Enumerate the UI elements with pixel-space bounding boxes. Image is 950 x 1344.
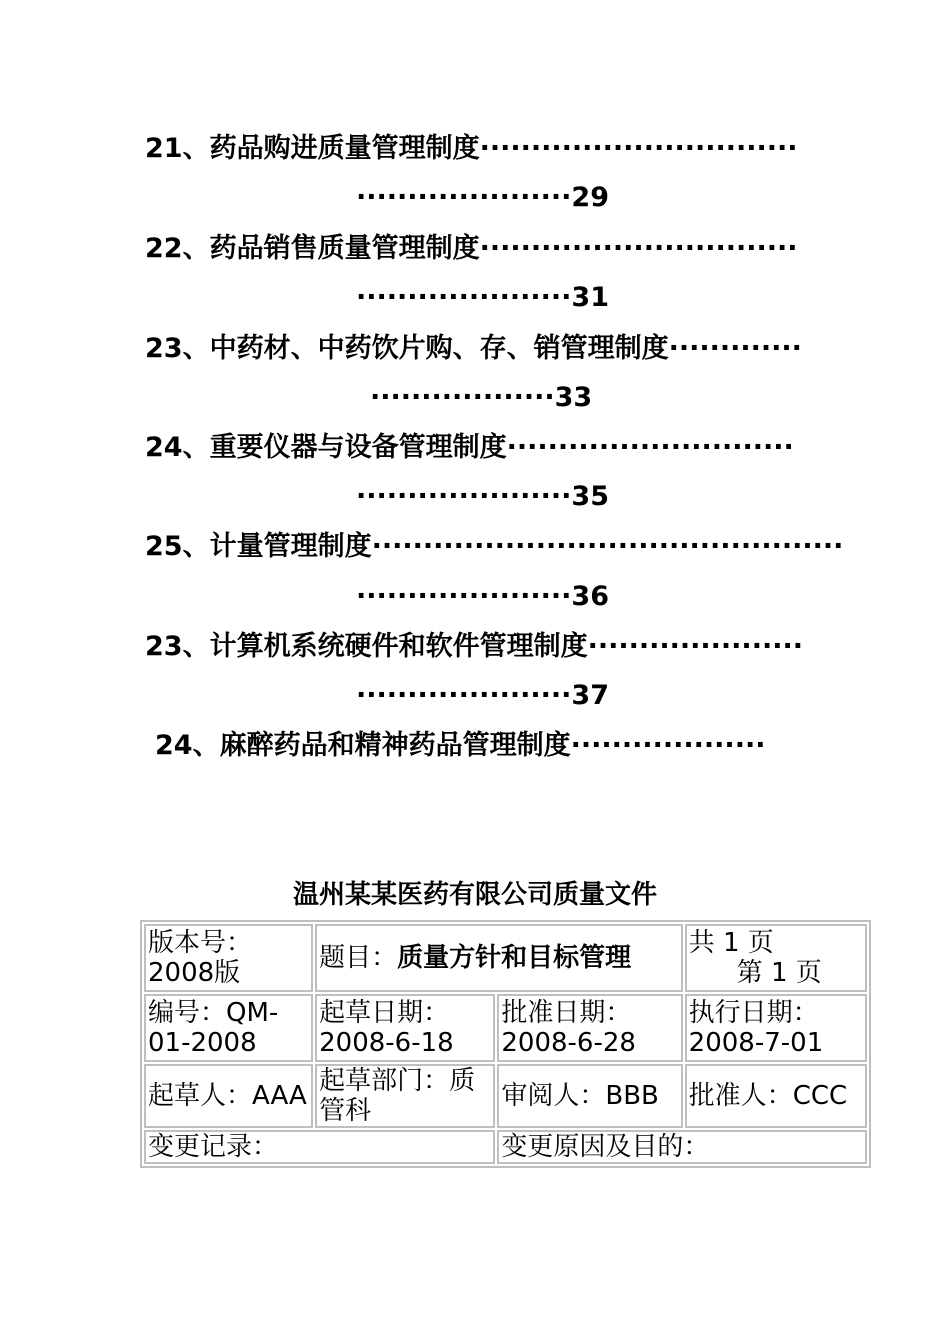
drafter-value: AAA (252, 1081, 307, 1111)
reviewer-value: BBB (605, 1081, 659, 1111)
page-number: 1 (770, 958, 788, 988)
table-row (144, 924, 867, 992)
toc-leader-dots: ············· (668, 333, 802, 364)
reviewer-cell (497, 1064, 682, 1128)
change-record-label: 变更记录： (148, 1132, 279, 1162)
toc-leader-dots: ····················· (356, 581, 572, 612)
version-suffix: 版 (214, 958, 241, 988)
drafter-label: 起草人： (148, 1081, 253, 1111)
draft-date-label: 起草日期： (319, 998, 450, 1028)
toc-leader-dots: ····················· (356, 182, 572, 213)
page-prefix: 第 (736, 958, 763, 988)
approve-date-cell (497, 994, 682, 1062)
toc-page-line (356, 580, 609, 614)
version-value: 2008 (148, 958, 215, 988)
version-cell (144, 924, 313, 992)
toc-entry-title: 、中药材、中药饮片购、存、销管理制度 (182, 333, 669, 364)
toc-page-number: 33 (554, 382, 593, 413)
toc-entry-title: 、麻醉药品和精神药品管理制度 (192, 730, 571, 761)
draft-date-value: 2008-6-18 (319, 1028, 454, 1058)
toc-entry (145, 431, 794, 465)
approve-date-value: 2008-6-28 (501, 1028, 636, 1058)
toc-page-number: 36 (571, 581, 609, 612)
table-row (144, 1130, 867, 1164)
pages-cell (685, 924, 867, 992)
dept-cell (315, 1064, 495, 1128)
approver-cell (685, 1064, 867, 1128)
drafter-cell (144, 1064, 313, 1128)
toc-page-line (370, 381, 592, 415)
toc-entry-number: 23 (145, 631, 183, 662)
toc-leader-dots: ····················· (587, 631, 803, 662)
change-reason-label: 变更原因及目的： (501, 1132, 710, 1162)
table-row (144, 994, 867, 1062)
toc-entry-number: 22 (145, 233, 183, 264)
toc-page-number: 37 (571, 680, 609, 711)
change-reason-cell (497, 1130, 867, 1164)
toc-entry-number: 21 (145, 133, 183, 164)
exec-date-cell (685, 994, 867, 1062)
toc-entry (145, 530, 843, 564)
toc-entry-number: 24 (145, 432, 183, 463)
toc-entry-number: 24 (155, 730, 193, 761)
toc-entry-title: 、重要仪器与设备管理制度 (182, 432, 507, 463)
toc-entry-title: 、计量管理制度 (182, 531, 372, 562)
toc-page-line (356, 281, 609, 315)
toc-entry-title: 、药品销售质量管理制度 (182, 233, 480, 264)
draft-date-cell (315, 994, 495, 1062)
approver-value: CCC (792, 1081, 848, 1111)
reviewer-label: 审阅人： (501, 1081, 606, 1111)
change-record-cell (144, 1130, 495, 1164)
toc-entry-title: 、计算机系统硬件和软件管理制度 (182, 631, 588, 662)
exec-date-label: 执行日期： (688, 998, 819, 1028)
page-suffix: 页 (795, 958, 822, 988)
table-row (144, 1064, 867, 1128)
toc-entry (145, 332, 802, 366)
toc-entry (145, 132, 798, 166)
toc-page-number: 31 (571, 282, 609, 313)
total-pages-number: 1 (722, 928, 740, 958)
toc-page-line (356, 181, 609, 215)
toc-leader-dots: ····················· (356, 282, 572, 313)
toc-page-line (356, 480, 609, 514)
toc-entry (145, 232, 798, 266)
version-label: 版本号： (148, 928, 253, 958)
total-pages-suffix: 页 (747, 928, 774, 958)
toc-entry-title: 、药品购进质量管理制度 (182, 133, 480, 164)
toc-page-number: 29 (571, 182, 609, 213)
document-control-table (140, 920, 871, 1168)
toc-leader-dots: ·················· (370, 382, 555, 413)
toc-entry (145, 630, 803, 664)
document-title: 温州某某医药有限公司质量文件 (292, 880, 657, 910)
toc-page-line (356, 679, 609, 713)
subject-cell (315, 924, 683, 992)
dept-label: 起草部门：质管科 (319, 1066, 476, 1126)
code-value: QM-01-2008 (148, 998, 279, 1058)
subject-label: 题目： (319, 943, 398, 973)
toc-leader-dots: ······························· (479, 133, 798, 164)
approver-label: 批准人： (688, 1081, 793, 1111)
code-cell (144, 994, 313, 1062)
subject-value: 质量方针和目标管理 (397, 943, 632, 973)
total-pages-prefix: 共 (688, 928, 715, 958)
toc-entry-number: 25 (145, 531, 183, 562)
toc-leader-dots: ····················· (356, 680, 572, 711)
toc-leader-dots: ······························· (479, 233, 798, 264)
approve-date-label: 批准日期： (501, 998, 632, 1028)
exec-date-value: 2008-7-01 (688, 1028, 824, 1058)
toc-leader-dots: ··················· (570, 730, 766, 761)
toc-page-number: 35 (571, 481, 609, 512)
toc-leader-dots: ·············································· (371, 531, 844, 562)
toc-leader-dots: ···························· (506, 432, 794, 463)
code-label: 编号： (148, 998, 227, 1028)
toc-entry-number: 23 (145, 333, 183, 364)
toc-entry (155, 729, 765, 763)
toc-leader-dots: ····················· (356, 481, 572, 512)
